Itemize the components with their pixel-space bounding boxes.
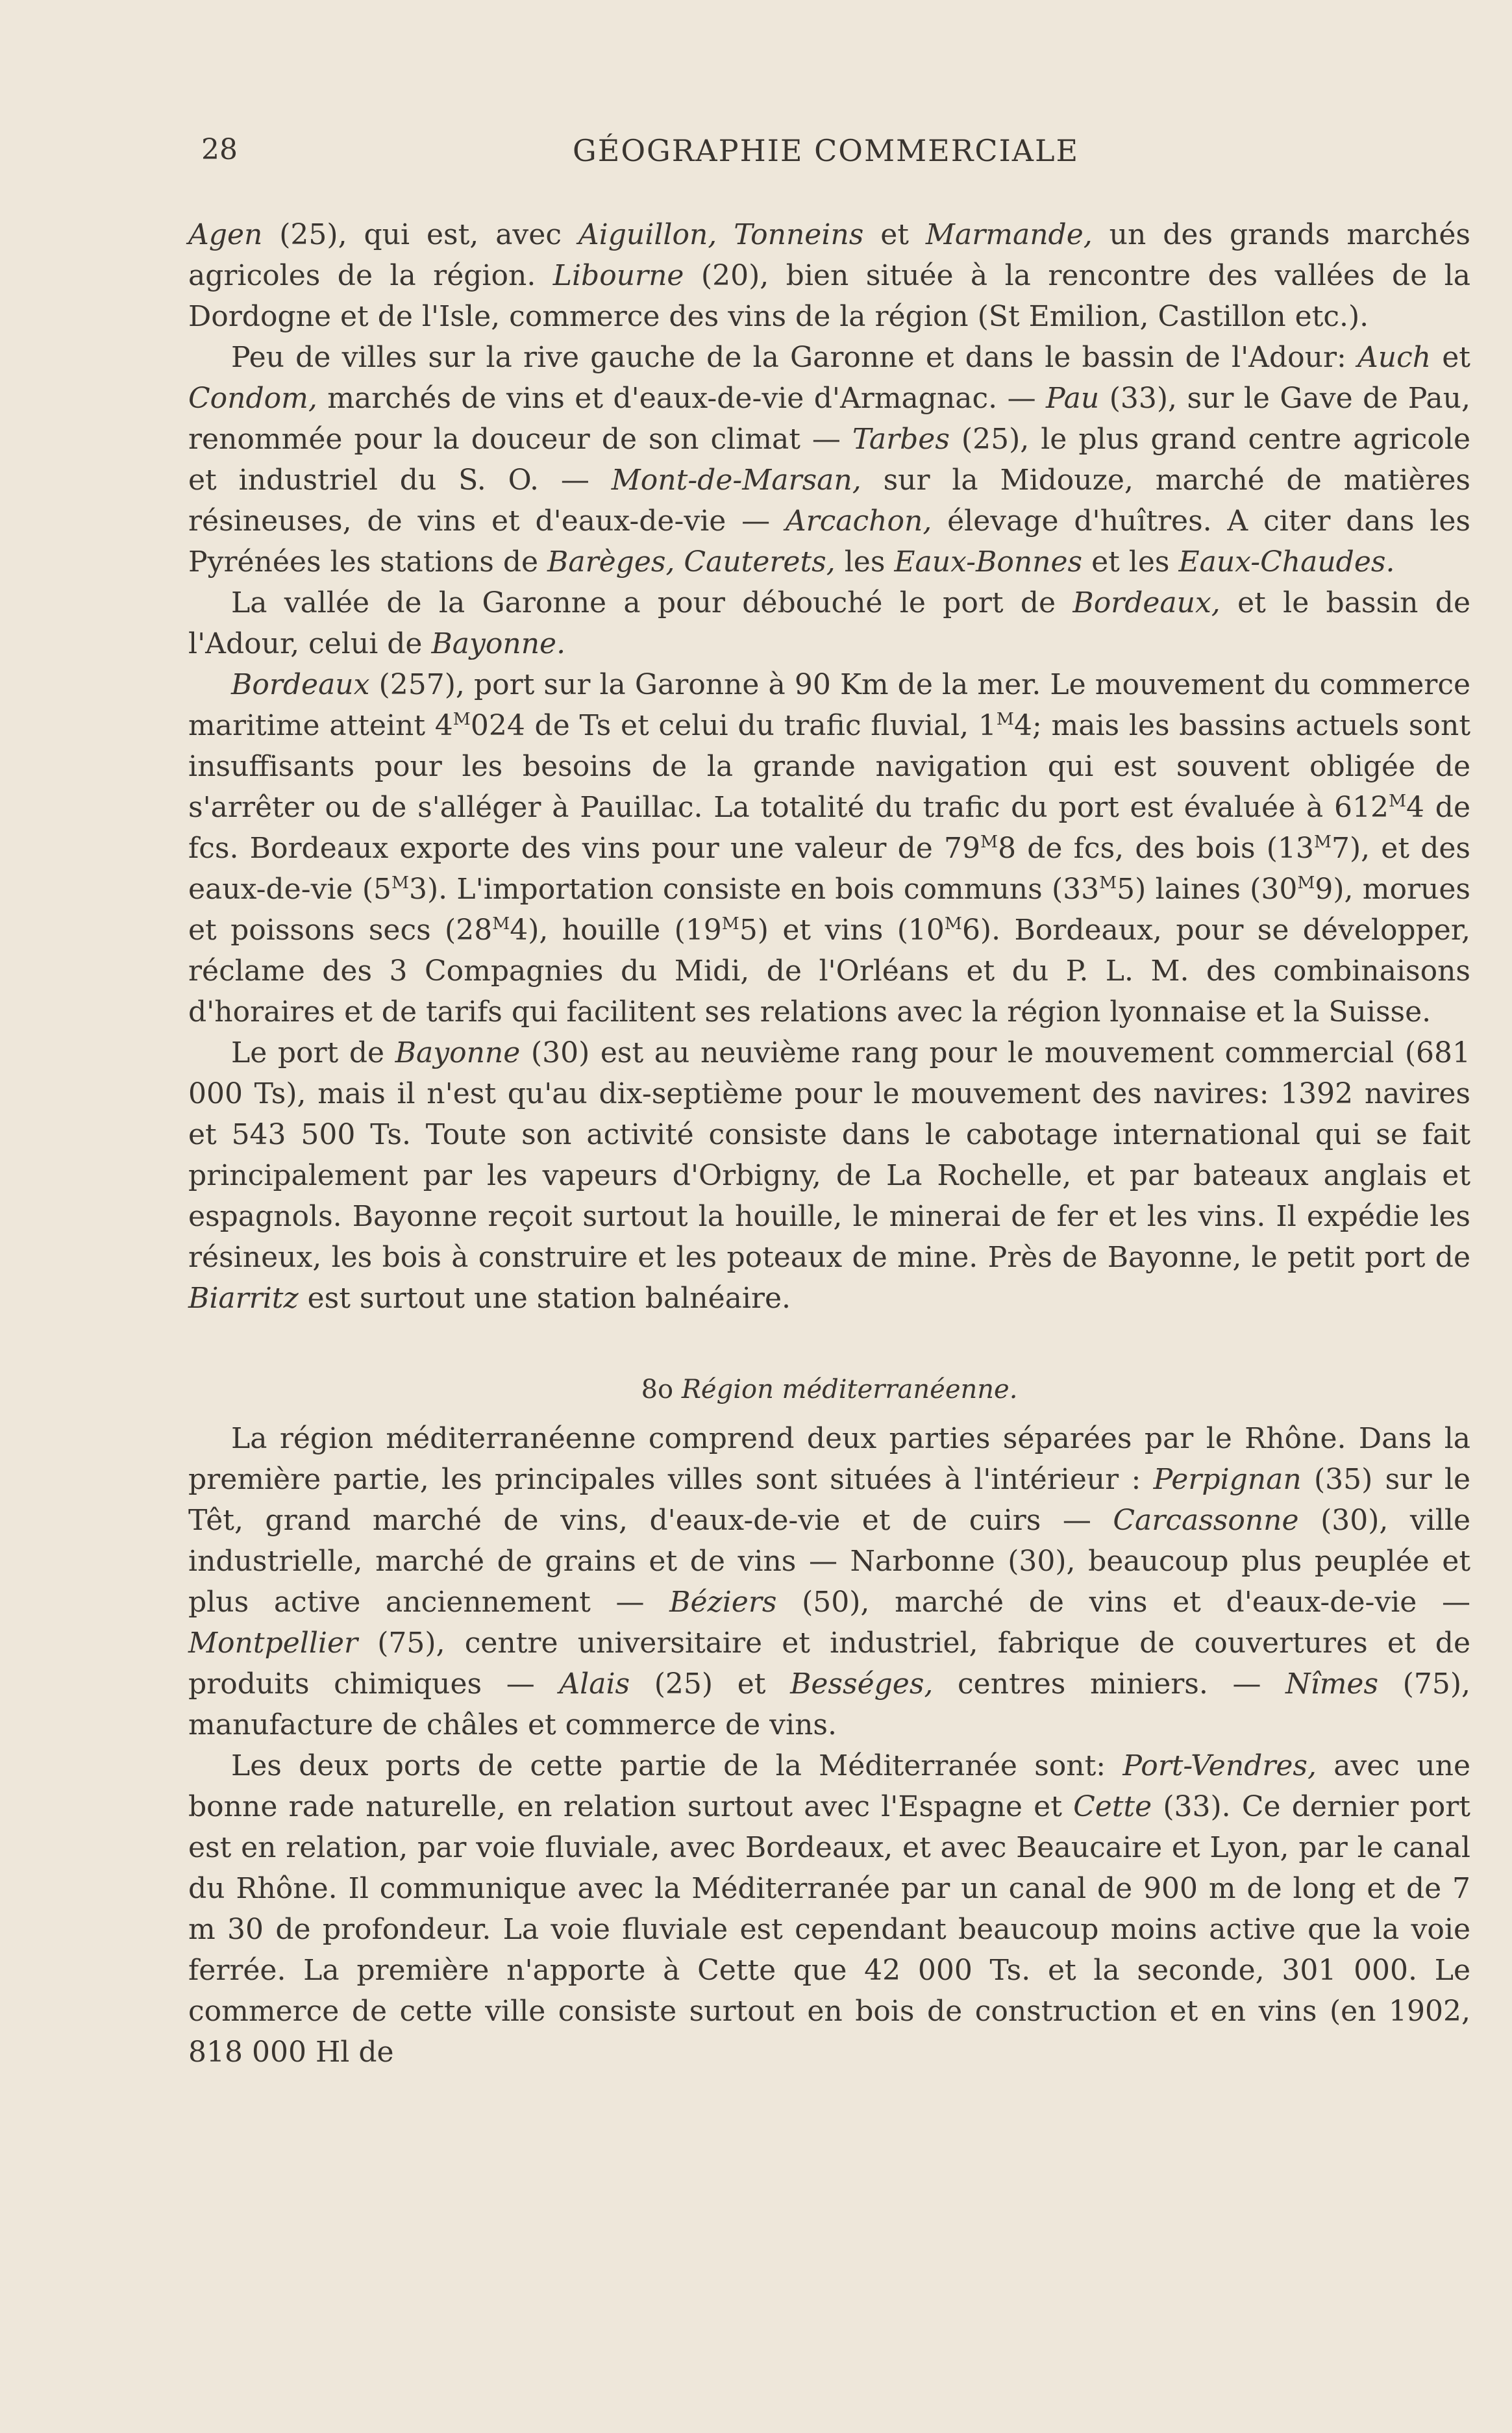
running-title: GÉOGRAPHIE COMMERCIALE bbox=[573, 133, 1080, 168]
paragraph-debouche: La vallée de la Garonne a pour débouché le port de Bordeaux, et le bassin de l'Adour, celui de Bayonne. bbox=[188, 586, 1470, 660]
paragraph-ports: Les deux ports de cette partie de la Méditerranée sont: Port-Vendres, avec une bonne rade naturelle, en relation surtout avec l'Espagne et Cette (33). Ce dernier port est en relation, par voie fluviale, avec Bordeaux, et avec Beaucaire et Lyon, par le canal du Rhône. Il communique avec la Méditerranée par un canal de 900 m de long et de 7 m 30 de profondeur. La voie fluviale est cependant beaucoup moins active que la voie ferrée. La première n'apporte à Cette que 42 000 Ts. et la seconde, 301 000. Le commerce de cette ville consiste surtout en bois de construction et en vins (en 1902, 818 000 Hl de bbox=[188, 1749, 1470, 2069]
paragraph-bordeaux: Bordeaux (257), port sur la Garonne à 90 Km de la mer. Le mouvement du commerce maritime atteint $4^M024$ de Ts et celui du trafic fluvial, $1^M4$; mais les bassins actuels sont insuffisants pour les besoins de la grande navigation qui est souvent obligée de s'arrêter ou de s'alléger à Pauillac. La totalité du trafic du port est évaluée à $612^M4$ de fcs. Bordeaux exporte des vins pour une valeur de $79^M8$ de fcs, des bois $(13^M7)$, et des eaux-de-vie $(5^M3)$. L'importation consiste en bois communs $(33^M5)$ laines $(30^M9)$, morues et poissons secs $(28^M4)$, houille $(19^M5)$ et vins $(10^M6)$. Bordeaux, pour se développer, réclame des 3 Compagnies du Midi, de l'Orléans et du P. L. M. des combinaisons d'horaires et de tarifs qui facilitent ses relations avec la région lyonnaise et la Suisse. bbox=[188, 668, 1471, 1029]
paragraph-mediterranee: La région méditerranéenne comprend deux parties séparées par le Rhône. Dans la première partie, les principales villes sont situées à l'intérieur : Perpignan (35) sur le Têt, grand marché de vins, d'eaux-de-vie et de cuirs — Carcassonne (30), ville industrielle, marché de grains et de vins — Narbonne (30), beaucoup plus peuplée et plus active anciennement — Béziers (50), marché de vins et d'eaux-de-vie — Montpellier (75), centre universitaire et industriel, fabrique de couvertures et de produits chimiques — Alais (25) et Bességes, centres miniers. — Nîmes (75), manufacture de châles et commerce de vins. bbox=[188, 1422, 1471, 1741]
page-number: 28 bbox=[201, 133, 238, 166]
section-heading: 8o Région méditerranéenne. bbox=[641, 1375, 1018, 1404]
page-body bbox=[188, 214, 1470, 2073]
paragraph-agen: Agen (25), qui est, avec Aiguillon, Tonneins et Marmande, un des grands marchés agricoles de la région. Libourne (20), bien située à la rencontre des vallées de la Dordogne et de l'Isle, commerce des vins de la région (St Emilion, Castillon etc.). bbox=[188, 218, 1470, 333]
paragraph-bayonne: Le port de Bayonne (30) est au neuvième rang pour le mouvement commercial (681 000 Ts), mais il n'est qu'au dix-septième pour le mouvement des navires: 1392 navires et 543 500 Ts. Toute son activité consiste dans le cabotage international qui se fait principalement par les vapeurs d'Orbigny, de La Rochelle, et par bateaux anglais et espagnols. Bayonne reçoit surtout la houille, le minerai de fer et les vins. Il expédie les résineux, les bois à construire et les poteaux de mine. Près de Bayonne, le petit port de Biarritz est surtout une station balnéaire. bbox=[188, 1036, 1470, 1315]
paragraph-rive-gauche: Peu de villes sur la rive gauche de la Garonne et dans le bassin de l'Adour: Auch et Condom, marchés de vins et d'eaux-de-vie d'Armagnac. — Pau (33), sur le Gave de Pau, renommée pour la douceur de son climat — Tarbes (25), le plus grand centre agricole et industriel du S. O. — Mont-de-Marsan, sur la Midouze, marché de matières résineuses, de vins et d'eaux-de-vie — Arcachon, élevage d'huîtres. A citer dans les Pyrénées les stations de Barèges, Cauterets, les Eaux-Bonnes et les Eaux-Chaudes. bbox=[188, 341, 1470, 579]
page-header bbox=[201, 133, 1473, 179]
